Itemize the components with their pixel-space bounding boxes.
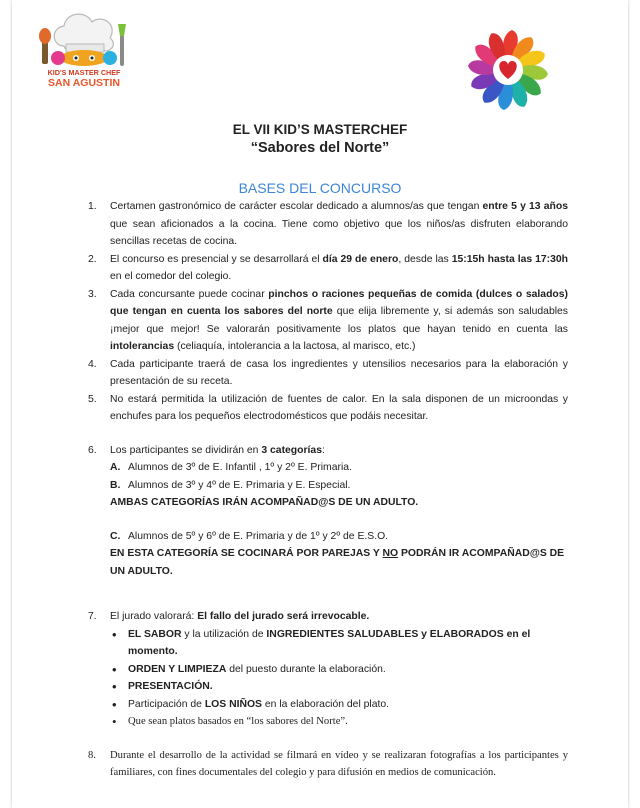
rules-list	[88, 198, 568, 782]
categories-ab-note: AMBAS CATEGORÍAS IRÁN ACOMPAÑAD@S DE UN ADULTO.	[110, 497, 419, 508]
category-b: B. Alumnos de 3º y 4º de E. Primaria y E. Especial.	[110, 479, 351, 491]
colorful-heart-flower-logo-icon	[466, 28, 550, 112]
list-item: 5. No estará permitida la utilización de fuentes de calor. En la sala disponen de un microondas y enchufes para los pequeños electrodomésticos que podáis necesitar.	[88, 393, 568, 422]
document-title: EL VII KID’S MASTERCHEF	[232, 122, 408, 137]
list-item: 4. Cada participante traerá de casa los ingredientes y utensilios necesarios para la elaboración y presentación de su receta.	[88, 358, 568, 387]
list-item: 1. Certamen gastronómico de carácter escolar dedicado a alumnos/as que tengan entre 5 y 13 años que sean aficionados a la cocina. Tiene como objetivo que los niños/as disfruten elaborando sencillas recetas de cocina.	[88, 201, 568, 247]
chef-hat-logo-icon	[36, 6, 132, 92]
list-item: 3. Cada concursante puede cocinar pinchos o raciones pequeñas de comida (dulces o salados) que tengan en cuenta los sabores del norte que elija libremente y, si además son saludables ¡mejor que mejor! Se valorarán positivamente los platos que hayan tenido en cuenta las intolerancias (celiaquía, intolerancia a la lactosa, al marisco, etc.)	[88, 288, 569, 352]
list-item: 7. El jurado valorará: El fallo del jurado será irrevocable.	[88, 611, 370, 622]
criteria-item: • ORDEN Y LIMPIEZA del puesto durante la elaboración.	[88, 661, 568, 679]
svg-text:KID'S MASTER CHEF: KID'S MASTER CHEF	[47, 68, 121, 77]
list-item: 8. Durante el desarrollo de la actividad se filmará en vídeo y se realizaran fotografías a los participantes y familiares, con fines documentales del colegio y para difusión en medios de comunicación.	[88, 749, 568, 778]
list-item: 2. El concurso es presencial y se desarrollará el día 29 de enero, desde las 15:15h hasta las 17:30h en el comedor del colegio.	[88, 253, 569, 282]
criteria-item: • Participación de LOS NIÑOS en la elaboración del plato.	[88, 696, 568, 714]
document-subtitle: “Sabores del Norte”	[250, 140, 390, 156]
svg-text:SAN AGUSTIN: SAN AGUSTIN	[48, 77, 120, 89]
title-block	[0, 122, 640, 156]
section-heading: BASES DEL CONCURSO	[238, 180, 402, 196]
category-c: C. Alumnos de 5º y 6º de E. Primaria y de 1º y 2º de E.S.O.	[110, 530, 389, 542]
category-c-note: EN ESTA CATEGORÍA SE COCINARÁ POR PAREJAS Y NO PODRÁN IR ACOMPAÑAD@S DE UN ADULTO.	[110, 548, 565, 577]
criteria-item: • PRESENTACIÓN.	[88, 678, 568, 696]
criteria-item: • Que sean platos basados en “los sabores del Norte”.	[88, 713, 568, 731]
category-a: A. Alumnos de 3º de E. Infantil , 1º y 2º E. Primaria.	[110, 462, 352, 473]
criteria-item: • EL SABOR y la utilización de INGREDIENTES SALUDABLES y ELABORADOS en el momento.	[88, 626, 568, 661]
list-item: 6. Los participantes se dividirán en 3 categorías:	[88, 444, 325, 456]
